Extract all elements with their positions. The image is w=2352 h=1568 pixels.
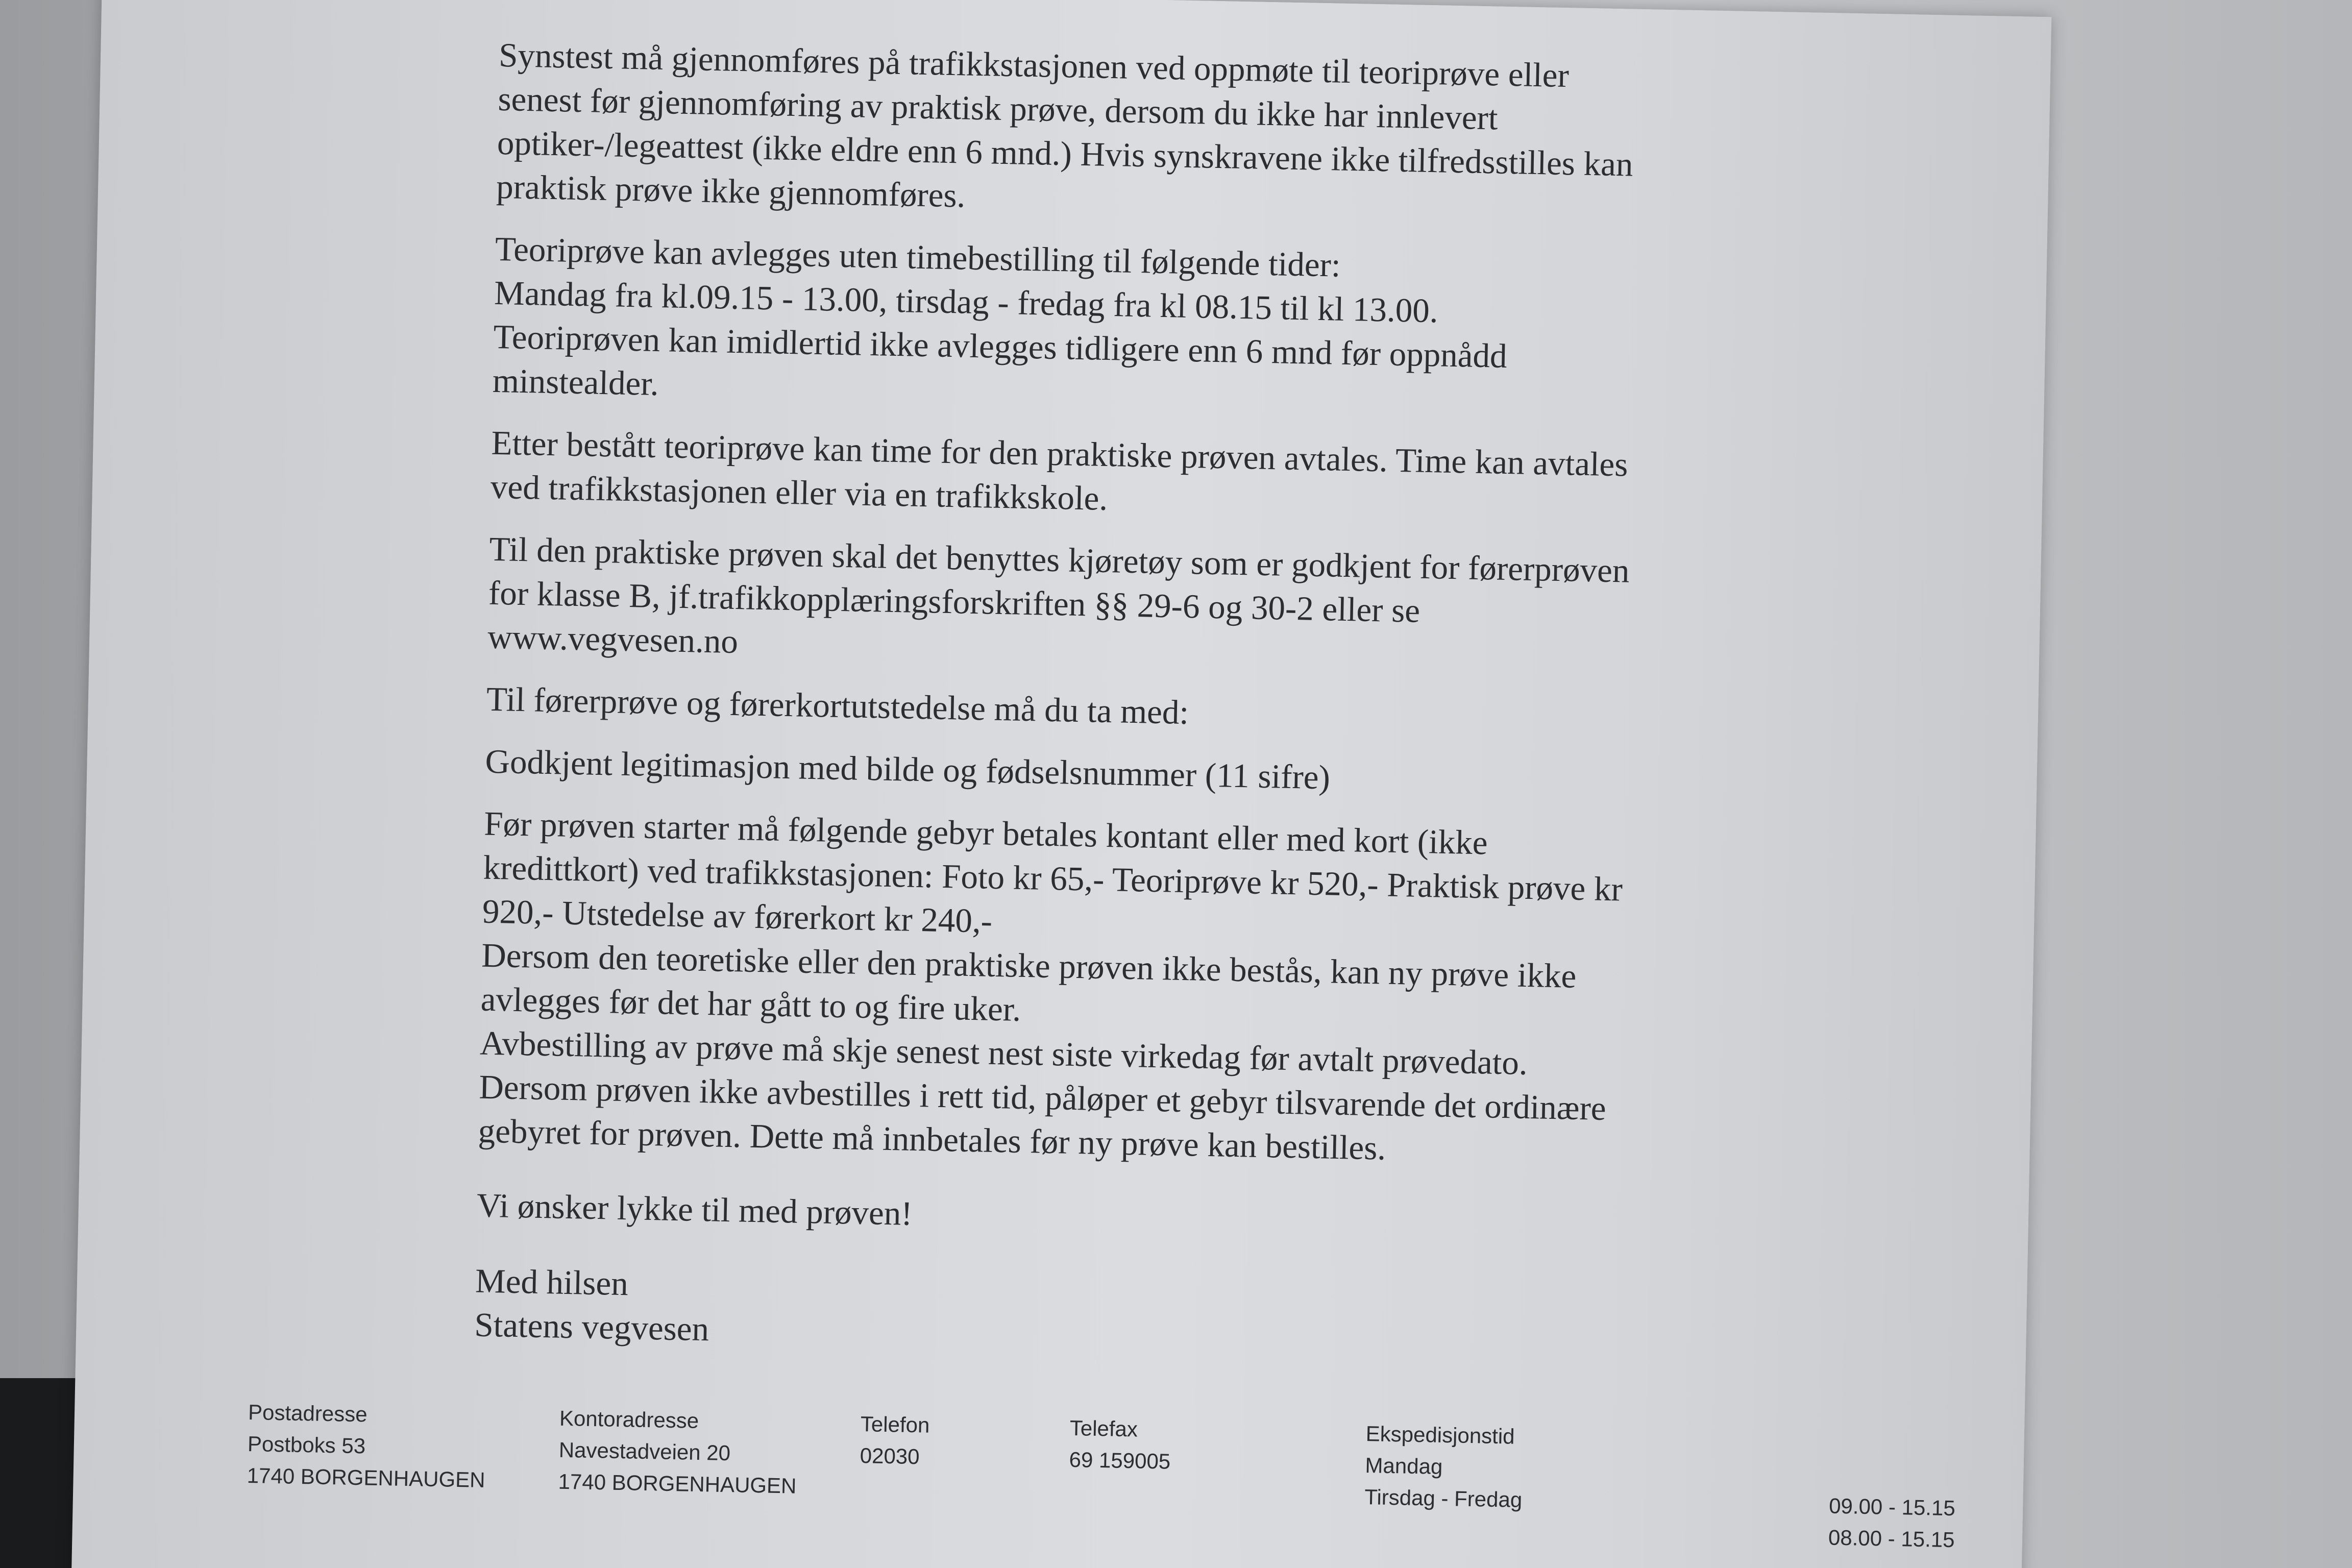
footer-day: Mandag: [1365, 1453, 1443, 1479]
footer-label: Ekspedisjonstid: [1365, 1422, 1515, 1449]
footer-label: Postadresse: [248, 1400, 368, 1427]
footer-fax: [1069, 1412, 1171, 1478]
footer-value: Postboks 53: [247, 1432, 366, 1458]
letter-page: [71, 0, 2052, 1568]
paragraph-bring-with: Til førerprøve og førerkortutstedelse må du ta med:: [486, 680, 1189, 732]
footer-value: 69 159005: [1069, 1447, 1171, 1474]
closing-line: Vi ønsker lykke til med prøven!: [476, 1186, 913, 1233]
footer-postal-address: [247, 1396, 486, 1496]
paragraph-identification: Godkjent legitimasjon med bilde og fødselsnummer (11 sifre): [485, 742, 1331, 797]
letter-footer: [75, 1393, 2024, 1552]
paragraph-vehicle-requirements: Til den praktiske prøven skal det benyttes kjøretøy som er godkjent for førerprøven for klasse B, jf.trafikkopplæringsforskriften §§ 29-6 og 30-2 eller se www.vegvesen.no: [487, 530, 1630, 661]
footer-office-address: [558, 1403, 798, 1502]
footer-office-hours: [1364, 1418, 1524, 1516]
signature: Med hilsen Statens vegvesen: [474, 1262, 709, 1349]
footer-hours: 09.00 - 15.15: [1828, 1493, 1956, 1521]
footer-phone: [860, 1408, 930, 1473]
footer-label: Telefax: [1069, 1415, 1138, 1441]
paragraph-theory-test-times: Teoriprøve kan avlegges uten timebestilling til følgende tider: Mandag fra kl.09.15 - 13.00, tirsdag - fredag fra kl 08.15 til kl 13.00. Teoriprøven kan imidlertid ikke avlegges tidligere enn 6 mnd før oppnådd minstealder.: [492, 230, 1508, 403]
footer-label: Kontoradresse: [559, 1406, 699, 1433]
footer-value: 1740 BORGENHAUGEN: [558, 1469, 797, 1498]
footer-value: 02030: [860, 1443, 920, 1469]
letter-body: [474, 33, 1908, 1392]
footer-day: Tirsdag - Fredag: [1364, 1485, 1523, 1512]
paragraph-practical-booking: Etter bestått teoriprøve kan time for den praktiske prøven avtales. Time kan avtales ved trafikkstasjonen eller via en trafikkskole.: [490, 424, 1629, 518]
footer-label: Telefon: [860, 1412, 930, 1437]
paragraph-vision-test: Synstest må gjennomføres på trafikkstasjonen ved oppmøte til teoriprøve eller senest før gjennomføring av praktisk prøve, dersom du ikke har innlevert optiker-/legeattest (ikke eldre enn 6 mnd.) Hvis synskravene ikke tilfredsstilles kan praktisk prøve ikke gjennomføres.: [496, 36, 1634, 215]
footer-value: Navestadveien 20: [558, 1437, 731, 1465]
hours-column: [1828, 1490, 1955, 1556]
paragraph-fees: Før prøven starter må følgende gebyr betales kontant eller med kort (ikke kredittkort) ved trafikkstasjonen: Foto kr 65,- Teoriprøve kr 520,- Praktisk prøve kr 920,- Utstedelse av førerkort kr 240,- Dersom den teoretiske eller den praktiske prøven ikke bestås, kan ny prøve ikke avlegges før det har gått to og fire uker. Avbestilling av prøve må skje senest nest siste virkedag før avtalt prøvedato. Dersom prøven ikke avbestilles i rett tid, påløper et gebyr tilsvarende det ordinære gebyret for prøven. Dette må innbetales før ny prøve kan bestilles.: [478, 804, 1623, 1167]
footer-hours: 08.00 - 15.15: [1828, 1525, 1955, 1552]
footer-value: 1740 BORGENHAUGEN: [247, 1463, 485, 1492]
